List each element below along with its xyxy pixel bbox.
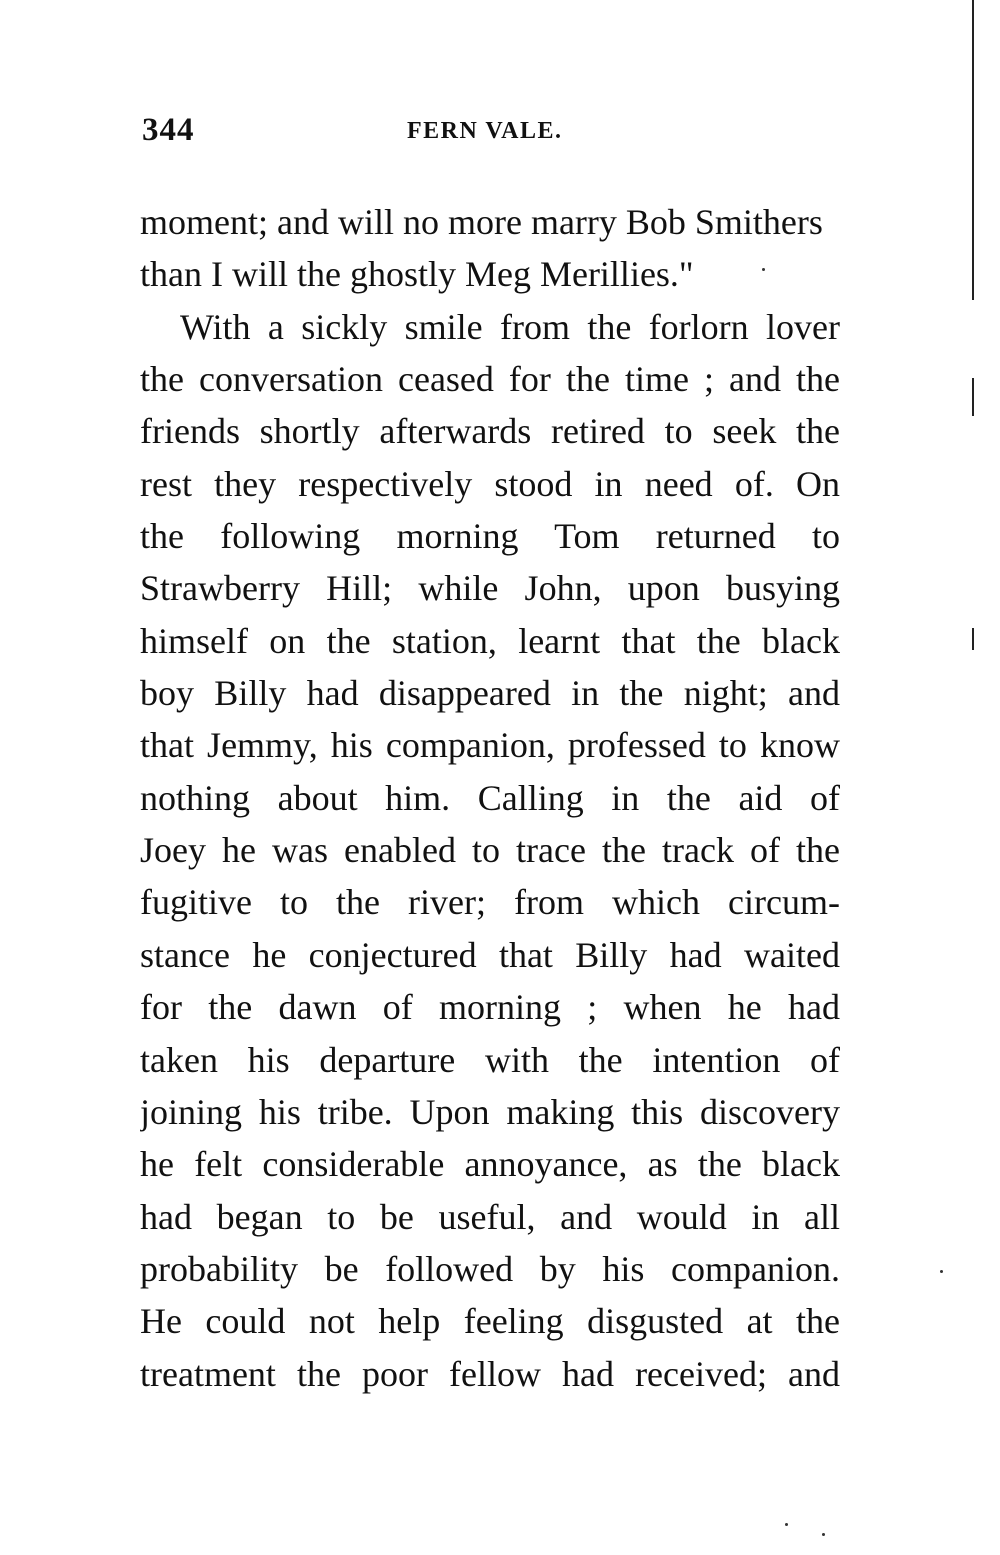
text-line: stance he conjectured that Billy had waited [140, 934, 840, 975]
text-line: joining his tribe. Upon making this discovery [140, 1091, 840, 1132]
text-line: He could not help feeling disgusted at the [140, 1301, 840, 1342]
text-line: Strawberry Hill; while John, upon busying [140, 568, 840, 609]
text-line: probability be followed by his companion. [140, 1248, 840, 1289]
text-line: than I will the ghostly Meg Merillies." [140, 254, 694, 295]
text-line: fugitive to the river; from which circum- [140, 882, 840, 923]
scan-speck [762, 268, 765, 271]
text-line: that Jemmy, his companion, professed to know [140, 725, 840, 766]
text-line: Joey he was enabled to trace the track of the [140, 830, 840, 871]
scan-speck [822, 1533, 825, 1536]
text-line: he felt considerable annoyance, as the black [140, 1144, 840, 1185]
text-line: the following morning Tom returned to [140, 516, 840, 557]
scan-speck [940, 1270, 943, 1273]
text-line: friends shortly afterwards retired to seek the [140, 411, 840, 452]
scan-edge-line [972, 628, 974, 650]
text-line: moment; and will no more marry Bob Smithers [140, 202, 823, 242]
scan-edge-line [972, 0, 974, 300]
paragraph-start-line: With a sickly smile from the forlorn lover [180, 306, 840, 347]
running-title: FERN VALE. [407, 118, 563, 144]
page-header [142, 112, 842, 162]
text-line: for the dawn of morning ; when he had [140, 987, 840, 1028]
text-line: nothing about him. Calling in the aid of [140, 777, 840, 818]
body-text [140, 196, 840, 1400]
text-line: himself on the station, learnt that the black [140, 620, 840, 661]
scan-edge-line [972, 378, 974, 416]
page-number: 344 [142, 112, 195, 148]
text-line: boy Billy had disappeared in the night; and [140, 673, 840, 714]
text-line: taken his departure with the intention of [140, 1039, 840, 1080]
text-line: had began to be useful, and would in all [140, 1196, 840, 1237]
text-line: rest they respectively stood in need of. On [140, 463, 840, 504]
text-line: treatment the poor fellow had received; and [140, 1353, 840, 1394]
text-line: the conversation ceased for the time ; and the [140, 359, 840, 400]
scan-speck [785, 1523, 788, 1526]
